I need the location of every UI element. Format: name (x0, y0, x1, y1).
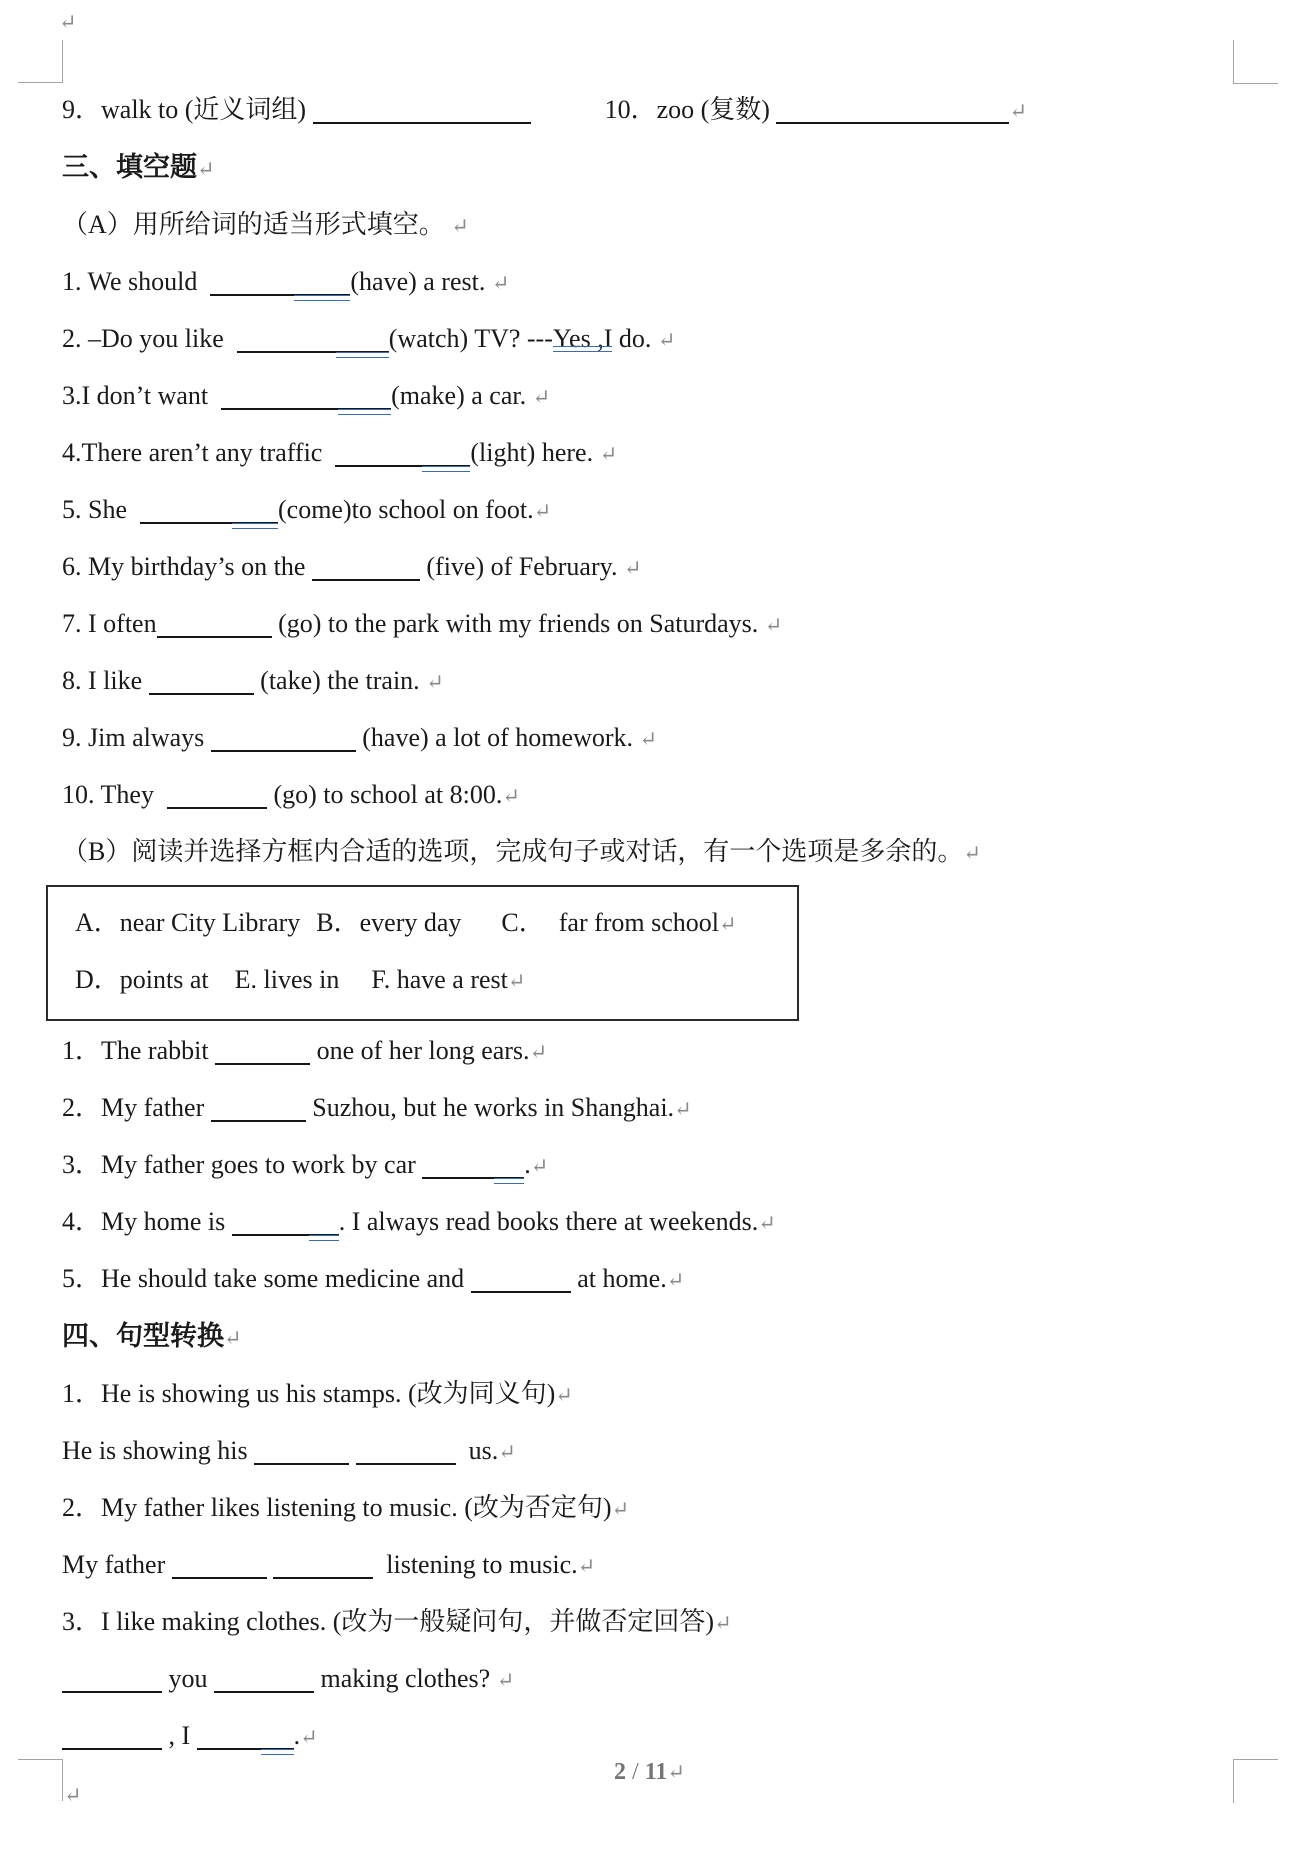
text-line (62, 653, 1237, 710)
grammar-marked-text: Yes ,I (552, 324, 613, 353)
text-run: 三、填空题 (62, 152, 197, 182)
answer-blank[interactable] (492, 1175, 524, 1179)
text-run: 3．My father goes to work by car (62, 1150, 423, 1179)
text-line (62, 368, 1237, 425)
text-line (62, 767, 1237, 824)
answer-blank[interactable] (149, 691, 254, 695)
text-line (62, 1194, 1237, 1251)
tab-space (461, 930, 501, 931)
paragraph-mark-icon: ↵ (555, 1383, 573, 1407)
text-run: 2．My father likes listening to music. (改为否定句) (62, 1493, 612, 1522)
paragraph-mark-icon: ↵ (426, 670, 444, 694)
text-run: 5. She (62, 495, 140, 524)
text-run: Suzhou, but he works in Shanghai. (305, 1093, 675, 1122)
text-run: do. (612, 324, 658, 353)
text-run: (five) of February. (419, 552, 624, 581)
answer-blank[interactable] (211, 1118, 306, 1122)
text-run: 3．I like making clothes. (改为一般疑问句，并做否定回答) (62, 1607, 715, 1636)
paragraph-mark-icon: ↵ (64, 1783, 82, 1807)
text-line (62, 82, 1237, 139)
text-run: A．near City Library (75, 908, 301, 937)
text-line (62, 539, 1237, 596)
text-line (62, 596, 1237, 653)
section-heading (62, 1308, 1237, 1366)
text-line (62, 482, 1237, 539)
paragraph-mark-icon: ↵ (623, 556, 642, 580)
answer-blank[interactable] (254, 1461, 349, 1465)
text-line (62, 710, 1237, 767)
text-line (62, 1080, 1237, 1137)
text-run: (take) the train. (253, 666, 427, 695)
paragraph-mark-icon: ↵ (764, 613, 783, 637)
options-box (46, 885, 799, 1021)
text-line (62, 425, 1237, 482)
answer-blank[interactable] (313, 120, 531, 124)
paragraph-mark-icon: ↵ (599, 442, 618, 466)
paragraph-mark-icon: ↵ (532, 385, 551, 409)
text-run: 6. My birthday’s on the (62, 552, 312, 581)
text-run: (make) a car. (391, 381, 533, 410)
text-run: 9．walk to (近义词组) (62, 95, 313, 124)
text-run: 1．He is showing us his stamps. (改为同义句) (62, 1379, 556, 1408)
answer-blank[interactable] (140, 520, 230, 524)
answer-blank[interactable] (230, 520, 278, 524)
answer-blank[interactable] (307, 1232, 339, 1236)
text-run: far from school (558, 908, 720, 937)
text-run: us. (455, 1436, 499, 1465)
text-run: (come)to school on foot. (278, 495, 534, 524)
answer-blank[interactable] (335, 463, 420, 467)
tab-space (339, 987, 371, 988)
text-run: （B）阅读并选择方框内合适的选项，完成句子或对话，有一个选项是多余的。 (62, 837, 964, 866)
paragraph-mark-icon: ↵ (530, 1154, 549, 1178)
text-line (62, 1480, 1237, 1537)
text-run: 9. Jim always (62, 723, 211, 752)
text-line (62, 1023, 1237, 1080)
text-line (62, 254, 1237, 311)
text-line (62, 824, 1237, 881)
answer-blank[interactable] (215, 1061, 310, 1065)
answer-blank[interactable] (62, 1689, 162, 1693)
margin-corner-mark-top-right (1233, 40, 1278, 84)
paragraph-mark-icon: ↵ (300, 1725, 318, 1749)
text-run: at home. (570, 1264, 667, 1293)
paragraph-mark-icon: ↵ (491, 271, 510, 295)
answer-blank[interactable] (221, 406, 336, 410)
text-run: C． (501, 908, 545, 937)
text-run: My father (62, 1550, 172, 1579)
tab-space (531, 117, 605, 118)
answer-blank[interactable] (214, 1689, 314, 1693)
text-run: He is showing his (62, 1436, 255, 1465)
text-line (62, 1537, 1237, 1594)
text-run: 10. They (62, 780, 167, 809)
text-run: . I always read books there at weekends. (338, 1207, 759, 1236)
paragraph-mark-icon: ↵ (577, 1554, 596, 1578)
paragraph-mark-icon: ↵ (197, 157, 215, 181)
paragraph-mark-icon: ↵ (224, 1326, 242, 1350)
text-run: E. lives in (234, 965, 340, 994)
margin-corner-mark-top-left (18, 40, 63, 83)
paragraph-mark-icon: ↵ (719, 912, 737, 936)
paragraph-mark-icon: ↵ (714, 1611, 732, 1635)
text-run: (have) a rest. (350, 267, 492, 296)
text-run: 四、句型转换 (62, 1321, 224, 1351)
text-line (62, 1594, 1237, 1651)
document-body[interactable] (62, 82, 1237, 1765)
text-line (62, 1137, 1237, 1194)
page-number-separator: / (626, 1759, 645, 1785)
text-run: 5．He should take some medicine and (62, 1264, 471, 1293)
text-run: （A）用所给词的适当形式填空。 (62, 210, 452, 239)
text-run: 10．zoo (复数) (604, 95, 777, 124)
paragraph-mark-icon: ↵ (667, 1760, 685, 1784)
text-run: 8. I like (62, 666, 149, 695)
answer-blank[interactable] (232, 1232, 307, 1236)
text-run: (light) here. (470, 438, 600, 467)
text-run: (have) a lot of homework. (355, 723, 640, 752)
text-run: F. have a rest (371, 965, 508, 994)
options-line (75, 895, 797, 952)
text-run: 2. –Do you like (62, 324, 237, 353)
answer-blank[interactable] (334, 349, 389, 353)
answer-blank[interactable] (292, 292, 350, 296)
text-line (62, 311, 1237, 368)
paragraph-mark-icon: ↵ (963, 841, 981, 865)
text-run: one of her long ears. (310, 1036, 530, 1065)
page-number-total: 11 (644, 1759, 668, 1785)
text-run: 7. I often (62, 609, 157, 638)
text-line (62, 1651, 1237, 1708)
text-run: 2．My father (62, 1093, 211, 1122)
text-line (62, 1251, 1237, 1308)
section-heading (62, 139, 1237, 197)
text-run: (watch) TV? --- (388, 324, 553, 353)
paragraph-mark-icon: ↵ (59, 10, 77, 34)
text-run: B．every day (316, 908, 462, 937)
text-run: 3.I don’t want (62, 381, 222, 410)
text-run: 1. We should (62, 267, 211, 296)
text-run: 4．My home is (62, 1207, 232, 1236)
answer-blank[interactable] (336, 406, 391, 410)
paragraph-mark-icon: ↵ (666, 1268, 685, 1292)
margin-corner-mark-bottom-right (1233, 1759, 1278, 1803)
tab-space (209, 987, 235, 988)
text-run: 4.There aren’t any traffic (62, 438, 336, 467)
page-footer (62, 1744, 1237, 1800)
page-number-current: 2 (614, 1759, 627, 1785)
margin-corner-mark-bottom-left (18, 1759, 63, 1801)
paragraph-mark-icon: ↵ (639, 727, 658, 751)
tab-space (300, 930, 316, 931)
paragraph-mark-icon: ↵ (498, 1440, 516, 1464)
paragraph-mark-icon: ↵ (611, 1497, 630, 1521)
text-run: you (162, 1664, 214, 1693)
paragraph-mark-icon: ↵ (496, 1668, 515, 1692)
text-run: , I (162, 1721, 197, 1750)
answer-blank[interactable] (312, 577, 420, 581)
paragraph-mark-icon: ↵ (451, 214, 469, 238)
answer-blank[interactable] (210, 292, 292, 296)
text-run: (go) to the park with my friends on Saturdays. (271, 609, 765, 638)
paragraph-mark-icon: ↵ (529, 1040, 548, 1064)
text-run: . (524, 1150, 531, 1179)
text-run: 1．The rabbit (62, 1036, 216, 1065)
answer-blank[interactable] (776, 120, 1009, 124)
answer-blank[interactable] (356, 1461, 456, 1465)
paragraph-mark-icon: ↵ (533, 499, 552, 523)
answer-blank[interactable] (237, 349, 334, 353)
answer-blank[interactable] (422, 1175, 492, 1179)
text-line (62, 197, 1237, 254)
answer-blank[interactable] (471, 1289, 571, 1293)
text-run: making clothes? (314, 1664, 497, 1693)
paragraph-mark-icon: ↵ (502, 784, 520, 808)
answer-blank[interactable] (211, 748, 356, 752)
paragraph-mark-icon: ↵ (758, 1211, 776, 1235)
text-run: (go) to school at 8:00. (266, 780, 503, 809)
paragraph-mark-icon: ↵ (507, 969, 526, 993)
text-line (62, 1366, 1237, 1423)
answer-blank[interactable] (167, 805, 267, 809)
options-line (75, 952, 797, 1009)
text-run: listening to music. (373, 1550, 578, 1579)
answer-blank[interactable] (172, 1575, 267, 1579)
answer-blank[interactable] (157, 634, 272, 638)
paragraph-mark-icon: ↵ (1009, 99, 1028, 123)
paragraph-mark-icon: ↵ (657, 328, 676, 352)
answer-blank[interactable] (420, 463, 470, 467)
paragraph-mark-icon: ↵ (674, 1097, 692, 1121)
text-run: D．points at (75, 965, 209, 994)
tab-space (545, 930, 559, 931)
text-line (62, 1423, 1237, 1480)
answer-blank[interactable] (273, 1575, 373, 1579)
text-run: . (293, 1721, 301, 1750)
